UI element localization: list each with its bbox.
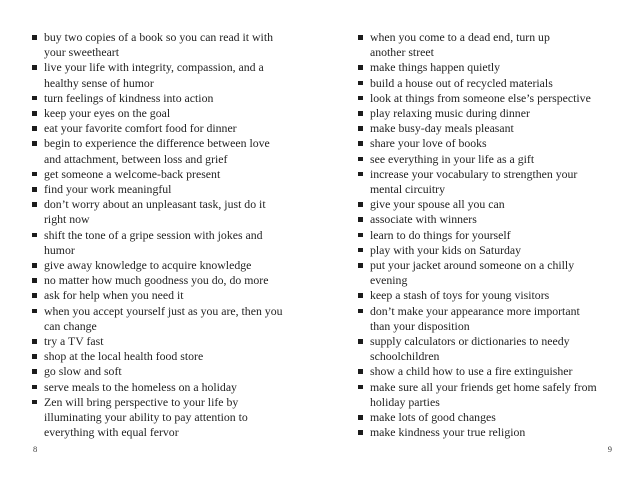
item-line: keep your eyes on the goal [44, 106, 171, 121]
list-item [32, 228, 322, 258]
item-line: don’t make your appearance more important [370, 303, 580, 318]
item-line: look at things from someone else’s perspective [370, 90, 591, 105]
square-bullet-icon [358, 263, 363, 268]
square-bullet-icon [358, 217, 363, 222]
item-line: begin to experience the difference between love [44, 136, 270, 151]
square-bullet-icon [358, 430, 363, 435]
square-bullet-icon [32, 141, 37, 146]
item-line: and attachment, between loss and grief [44, 151, 228, 166]
item-line: buy two copies of a book so you can read it with [44, 30, 274, 44]
square-bullet-icon [32, 369, 37, 374]
item-line: when you come to a dead end, turn up [370, 30, 550, 44]
item-line: serve meals to the homeless on a holiday [44, 379, 237, 394]
item-line: share your love of books [370, 136, 487, 151]
item-line: increase your vocabulary to strengthen your [370, 166, 578, 181]
item-line: find your work meaningful [44, 182, 172, 197]
square-bullet-icon [358, 233, 363, 238]
list-item [32, 349, 322, 364]
right-page-number: 9 [607, 444, 612, 454]
square-bullet-icon [358, 202, 363, 207]
list-item [32, 60, 322, 90]
square-bullet-icon [32, 233, 37, 238]
list-item [32, 273, 322, 288]
list-item [32, 364, 322, 379]
list-item [32, 304, 322, 334]
list-item [32, 182, 322, 197]
square-bullet-icon [32, 187, 37, 192]
square-bullet-icon [32, 96, 37, 101]
left-page-list [32, 0, 322, 440]
item-line: shift the tone of a gripe session with jokes and [44, 227, 263, 242]
item-line: make kindness your true religion [370, 425, 526, 440]
item-line: go slow and soft [44, 364, 122, 379]
list-item [32, 197, 322, 227]
square-bullet-icon [358, 385, 363, 390]
list-item [32, 395, 322, 441]
square-bullet-icon [358, 35, 363, 40]
item-line: see everything in your life as a gift [370, 151, 535, 166]
square-bullet-icon [32, 35, 37, 40]
item-line: healthy sense of humor [44, 75, 154, 90]
item-line: make busy-day meals pleasant [370, 121, 514, 136]
list-item [358, 258, 626, 288]
list-item [32, 258, 322, 273]
item-line: give your spouse all you can [370, 197, 505, 212]
square-bullet-icon [358, 369, 363, 374]
square-bullet-icon [32, 354, 37, 359]
list-item [32, 121, 322, 136]
square-bullet-icon [32, 400, 37, 405]
item-line: everything with equal fervor [44, 425, 179, 440]
square-bullet-icon [358, 126, 363, 131]
item-line: learn to do things for yourself [370, 227, 511, 242]
square-bullet-icon [358, 339, 363, 344]
item-line: right now [44, 212, 90, 227]
item-line: give away knowledge to acquire knowledge [44, 258, 252, 273]
list-item [358, 152, 626, 167]
square-bullet-icon [32, 65, 37, 70]
list-item [358, 425, 626, 440]
item-line: turn feelings of kindness into action [44, 90, 214, 105]
square-bullet-icon [358, 172, 363, 177]
list-item [358, 76, 626, 91]
right-page-list [358, 0, 626, 440]
square-bullet-icon [32, 385, 37, 390]
left-page-number: 8 [33, 444, 38, 454]
item-line: make lots of good changes [370, 410, 496, 425]
list-item [358, 304, 626, 334]
square-bullet-icon [358, 248, 363, 253]
list-item [358, 106, 626, 121]
square-bullet-icon [358, 141, 363, 146]
list-item [358, 60, 626, 75]
item-line: keep a stash of toys for young visitors [370, 288, 550, 303]
list-item [32, 30, 322, 60]
list-item [32, 380, 322, 395]
item-line: don’t worry about an unpleasant task, just do it [44, 197, 266, 212]
list-item [358, 136, 626, 151]
item-line: schoolchildren [370, 349, 440, 364]
item-line: can change [44, 318, 97, 333]
item-line: put your jacket around someone on a chilly [370, 258, 575, 273]
list-item [32, 288, 322, 303]
list-item [358, 228, 626, 243]
square-bullet-icon [32, 309, 37, 314]
item-line: holiday parties [370, 394, 440, 409]
square-bullet-icon [358, 309, 363, 314]
list-item [358, 410, 626, 425]
list-item [32, 334, 322, 349]
item-line: illuminating your ability to pay attention to [44, 410, 248, 425]
item-line: when you accept yourself just as you are, then you [44, 303, 283, 318]
item-line: evening [370, 273, 408, 288]
item-line: build a house out of recycled materials [370, 75, 553, 90]
square-bullet-icon [358, 293, 363, 298]
square-bullet-icon [32, 263, 37, 268]
list-item [358, 288, 626, 303]
item-line: another street [370, 45, 434, 60]
item-line: play relaxing music during dinner [370, 106, 530, 121]
list-item [358, 212, 626, 227]
item-line: humor [44, 242, 75, 257]
item-line: eat your favorite comfort food for dinner [44, 121, 237, 136]
square-bullet-icon [358, 96, 363, 101]
list-item [32, 106, 322, 121]
item-line: than your disposition [370, 318, 470, 333]
list-item [358, 197, 626, 212]
item-line: show a child how to use a fire extinguisher [370, 364, 573, 379]
square-bullet-icon [32, 126, 37, 131]
list-item [358, 364, 626, 379]
list-item [32, 167, 322, 182]
item-line: make things happen quietly [370, 60, 501, 75]
square-bullet-icon [358, 415, 363, 420]
list-item [358, 121, 626, 136]
square-bullet-icon [32, 172, 37, 177]
item-line: make sure all your friends get home safely from [370, 379, 597, 394]
square-bullet-icon [32, 278, 37, 283]
left-page [32, 0, 322, 480]
item-line: play with your kids on Saturday [370, 242, 522, 257]
square-bullet-icon [32, 339, 37, 344]
square-bullet-icon [358, 81, 363, 86]
item-line: try a TV fast [44, 334, 104, 349]
item-line: your sweetheart [44, 45, 120, 60]
item-line: associate with winners [370, 212, 477, 227]
square-bullet-icon [32, 111, 37, 116]
square-bullet-icon [358, 111, 363, 116]
list-item [32, 136, 322, 166]
item-line: ask for help when you need it [44, 288, 184, 303]
right-page [358, 0, 626, 480]
square-bullet-icon [358, 65, 363, 70]
list-item [358, 334, 626, 364]
list-item [358, 30, 626, 60]
item-line: get someone a welcome-back present [44, 166, 221, 181]
square-bullet-icon [32, 293, 37, 298]
item-line: mental circuitry [370, 182, 446, 197]
item-line: supply calculators or dictionaries to needy [370, 334, 570, 349]
square-bullet-icon [32, 202, 37, 207]
list-item [358, 380, 626, 410]
list-item [358, 243, 626, 258]
item-line: live your life with integrity, compassion, and a [44, 60, 264, 75]
item-line: shop at the local health food store [44, 349, 204, 364]
square-bullet-icon [358, 157, 363, 162]
list-item [358, 91, 626, 106]
item-line: no matter how much goodness you do, do more [44, 273, 269, 288]
item-line: Zen will bring perspective to your life by [44, 394, 239, 409]
list-item [358, 167, 626, 197]
list-item [32, 91, 322, 106]
